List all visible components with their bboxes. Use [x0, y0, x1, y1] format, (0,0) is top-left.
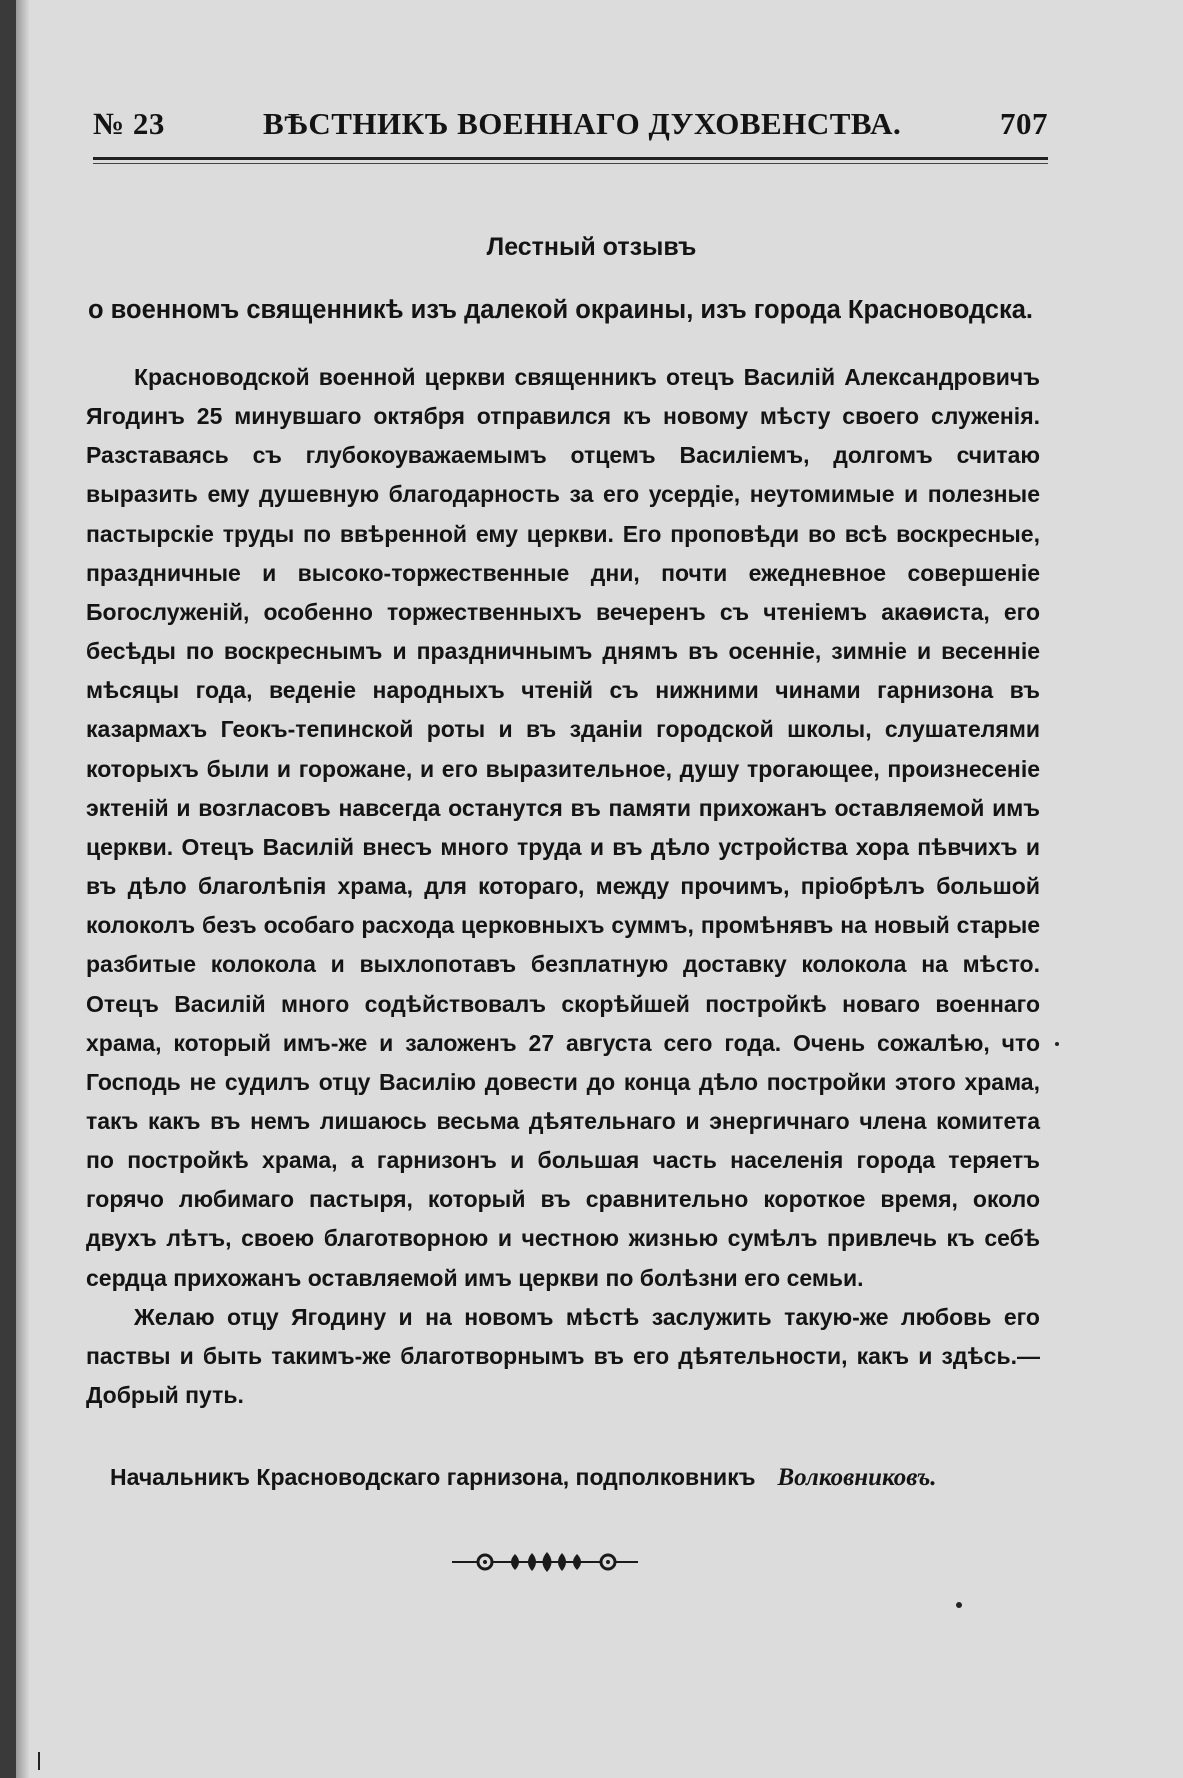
header-rule-thin — [93, 163, 1048, 164]
article-title: Лестный отзывъ — [486, 233, 697, 261]
signature-line — [110, 1464, 1030, 1492]
article-subtitle: о военномъ священникѣ изъ далекой окраины, изъ города Красноводска. — [88, 296, 1034, 324]
signature-role: Начальникъ Красноводскаго гарнизона, подполковникъ — [110, 1464, 756, 1490]
journal-title: ВѢСТНИКЪ ВОЕННАГО ДУХОВЕНСТВА. — [263, 106, 902, 141]
fleuron-divider-icon — [450, 1548, 640, 1576]
scan-binding-shadow — [16, 0, 30, 1778]
page-number: 707 — [1000, 106, 1048, 141]
header-rule-thick — [93, 157, 1048, 160]
paragraph-main: Красноводской военной церкви священникъ отецъ Василій Александровичъ Ягодинъ 25 минувшаго октября отправился къ новому мѣсту своего служенія. Разставаясь съ глубокоуважаемымъ отцемъ Василіемъ, долгомъ считаю выразить ему душевную благодарность за его усердіе, неутомимые и полезные пастырскіе труды по ввѣренной ему церкви. Его проповѣди во всѣ воскресные, праздничные и высоко-торжественные дни, почти ежедневное совершеніе Богослуженій, особенно торжественныхъ вечеренъ съ чтеніемъ акаѳиста, его бесѣды по воскреснымъ и праздничнымъ днямъ въ осенніе, зимніе и весенніе мѣсяцы года, веденіе народныхъ чтеній съ нижними чинами гарнизона въ казармахъ Геокъ-тепинской роты и въ зданіи городской школы, слушателями которыхъ были и горожане, и его выразительное, душу трогающее, произнесеніе эктеній и возгласовъ навсегда останутся въ памяти прихожанъ оставляемой имъ церкви. Отецъ Василій внесъ много труда и въ дѣло устройства хора пѣвчихъ и въ дѣло благолѣпія храма, для котораго, между прочимъ, пріобрѣлъ большой колоколъ безъ особаго расхода церковныхъ суммъ, промѣнявъ на новый старые разбитые колокола и выхлопотавъ безплатную доставку колокола на мѣсто. Отецъ Василій много содѣйствовалъ скорѣйшей постройкѣ новаго военнаго храма, который имъ-же и заложенъ 27 августа сего года. Очень сожалѣю, что Господь не судилъ отцу Василію довести до конца дѣло постройки этого храма, такъ какъ въ немъ лишаюсь весьма дѣятельнаго и энергичнаго члена комитета по постройкѣ храма, а гарнизонъ и большая часть населенія города теряетъ горячо любимаго пастыря, который въ сравнительно короткое время, около двухъ лѣтъ, своею благотворною и честною жизнью сумѣлъ привлечь къ себѣ сердца прихожанъ оставляемой имъ церкви по болѣзни его семьи. — [86, 364, 1040, 1291]
scan-speck — [1055, 1042, 1059, 1046]
running-header — [93, 106, 1048, 148]
paragraph-farewell: Желаю отцу Ягодину и на новомъ мѣстѣ заслужить такую-же любовь его паствы и быть такимъ-же благотворнымъ въ его дѣятельности, какъ и здѣсь.— Добрый путь. — [86, 1303, 1040, 1409]
scan-speck — [956, 1602, 962, 1608]
signature-name: Волковниковъ. — [777, 1464, 937, 1491]
article-body — [86, 358, 1040, 1415]
issue-number: № 23 — [93, 106, 165, 141]
scan-binding-edge — [0, 0, 16, 1778]
scan-speck — [38, 1752, 40, 1770]
